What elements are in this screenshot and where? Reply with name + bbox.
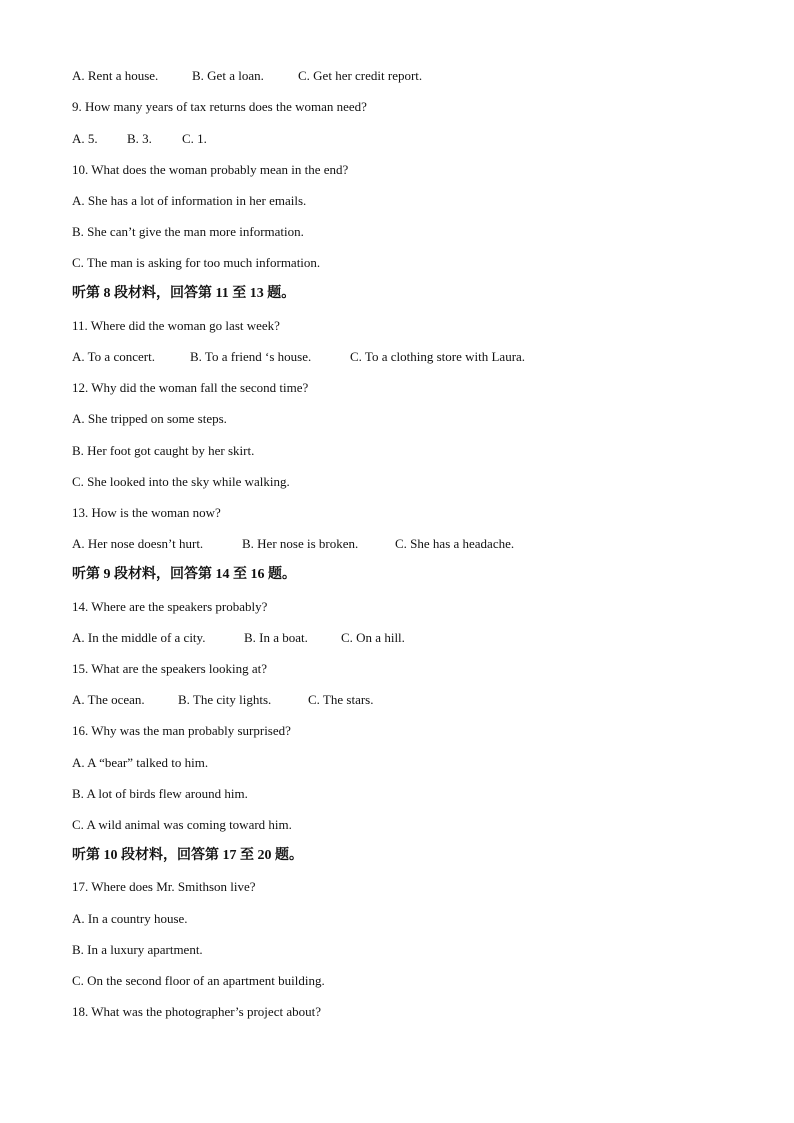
q8-option-a: A. Rent a house. [72,68,159,83]
section-heading-8: 听第 8 段材料，回答第 11 至 13 题。 [72,286,296,301]
q14-option-c: C. On a hill. [341,630,405,645]
q16-option-c: C. A wild animal was coming toward him. [72,817,292,832]
section-heading-9: 听第 9 段材料，回答第 14 至 16 题。 [72,567,296,582]
q14-options [72,630,405,646]
question-18: 18. What was the photographer’s project about? [72,1004,321,1019]
q15-option-c: C. The stars. [308,692,374,707]
q8-option-b: B. Get a loan. [192,68,264,83]
question-9: 9. How many years of tax returns does the woman need? [72,99,367,114]
q16-option-b: B. A lot of birds flew around him. [72,786,248,801]
q9-option-b: B. 3. [127,131,152,146]
q9-option-a: A. 5. [72,131,98,146]
q12-option-b: B. Her foot got caught by her skirt. [72,443,255,458]
q14-option-a: A. In the middle of a city. [72,630,206,645]
q11-options [72,349,525,365]
q12-option-a: A. She tripped on some steps. [72,411,227,426]
question-12: 12. Why did the woman fall the second time? [72,380,309,395]
q13-option-b: B. Her nose is broken. [242,536,359,551]
question-13: 13. How is the woman now? [72,505,221,520]
section-heading-10: 听第 10 段材料，回答第 17 至 20 题。 [72,848,303,863]
q13-options [72,536,514,552]
q11-option-b: B. To a friend ‘s house. [190,349,312,364]
q10-option-b: B. She can’t give the man more information. [72,224,304,239]
q13-option-c: C. She has a headache. [395,536,515,551]
q17-option-c: C. On the second floor of an apartment building. [72,973,325,988]
q13-option-a: A. Her nose doesn’t hurt. [72,536,204,551]
q14-option-b: B. In a boat. [244,630,308,645]
q10-option-c: C. The man is asking for too much information. [72,255,321,270]
q9-option-c: C. 1. [182,131,207,146]
q16-option-a: A. A “bear” talked to him. [72,755,209,770]
q10-option-a: A. She has a lot of information in her emails. [72,193,307,208]
question-17: 17. Where does Mr. Smithson live? [72,879,256,894]
question-11: 11. Where did the woman go last week? [72,318,280,333]
q12-option-c: C. She looked into the sky while walking. [72,474,290,489]
q17-option-b: B. In a luxury apartment. [72,942,203,957]
question-15: 15. What are the speakers looking at? [72,661,268,676]
q8-options [72,68,422,84]
q15-option-b: B. The city lights. [178,692,272,707]
question-16: 16. Why was the man probably surprised? [72,723,291,738]
q11-option-c: C. To a clothing store with Laura. [350,349,526,364]
question-14: 14. Where are the speakers probably? [72,599,268,614]
question-10: 10. What does the woman probably mean in the end? [72,162,349,177]
q15-options [72,692,373,708]
q15-option-a: A. The ocean. [72,692,145,707]
q11-option-a: A. To a concert. [72,349,155,364]
q9-options [72,131,207,147]
q8-option-c: C. Get her credit report. [298,68,423,83]
q17-option-a: A. In a country house. [72,911,188,926]
